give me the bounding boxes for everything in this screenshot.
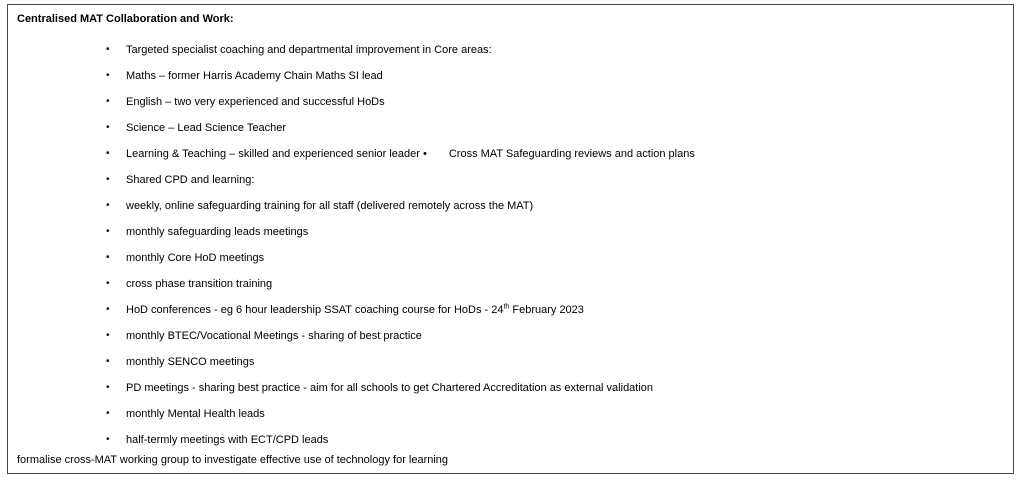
list-item-text-continuation: Cross MAT Safeguarding reviews and action plans — [448, 148, 695, 160]
bullet-symbol: • — [106, 44, 110, 55]
bullet-symbol: • — [106, 330, 110, 341]
section-heading: Centralised MAT Collaboration and Work: — [17, 13, 234, 25]
list-item-text-main: HoD conferences - eg 6 hour leadership SSAT coaching course for HoDs - 24 — [126, 304, 504, 316]
list-item-text: monthly safeguarding leads meetings — [126, 226, 309, 238]
list-item-text: Shared CPD and learning: — [126, 174, 255, 186]
bullet-symbol: • — [106, 304, 110, 315]
ordinal-superscript: th — [503, 303, 510, 311]
list-item-text: Science – Lead Science Teacher — [126, 122, 287, 134]
footer-statement: formalise cross-MAT working group to investigate effective use of technology for learning — [17, 454, 449, 466]
list-item-text: monthly SENCO meetings — [126, 356, 255, 368]
bullet-symbol: • — [106, 252, 110, 263]
list-item-text: monthly Core HoD meetings — [126, 252, 265, 264]
list-item-text — [126, 146, 695, 162]
bullet-symbol: • — [106, 382, 110, 393]
bullet-symbol: • — [106, 148, 110, 159]
bullet-symbol: • — [106, 70, 110, 81]
list-item-text: Maths – former Harris Academy Chain Maths SI lead — [126, 70, 383, 82]
bullet-symbol: • — [106, 356, 110, 367]
list-item-text — [126, 302, 584, 318]
document-box — [7, 4, 1014, 474]
list-item-text-suffix: February 2023 — [509, 304, 584, 316]
list-item-text: monthly BTEC/Vocational Meetings - sharing of best practice — [126, 330, 422, 342]
bullet-symbol: • — [106, 174, 110, 185]
bullet-symbol: • — [106, 96, 110, 107]
list-item-text: monthly Mental Health leads — [126, 408, 265, 420]
bullet-symbol: • — [106, 122, 110, 133]
list-item-text: Targeted specialist coaching and departmental improvement in Core areas: — [126, 44, 492, 56]
list-item-text: cross phase transition training — [126, 278, 273, 290]
bullet-symbol: • — [106, 200, 110, 211]
bullet-symbol: • — [106, 408, 110, 419]
bullet-symbol: • — [106, 434, 110, 445]
list-item-text: weekly, online safeguarding training for all staff (delivered remotely across the MAT) — [126, 200, 534, 212]
bullet-symbol: • — [106, 278, 110, 289]
list-item-text-main: Learning & Teaching – skilled and experienced senior leader • — [126, 148, 427, 160]
list-item-text: half-termly meetings with ECT/CPD leads — [126, 434, 329, 446]
bullet-symbol: • — [106, 226, 110, 237]
list-item-text: English – two very experienced and successful HoDs — [126, 96, 385, 108]
list-item-text: PD meetings - sharing best practice - aim for all schools to get Chartered Accreditation as external validation — [126, 382, 654, 394]
